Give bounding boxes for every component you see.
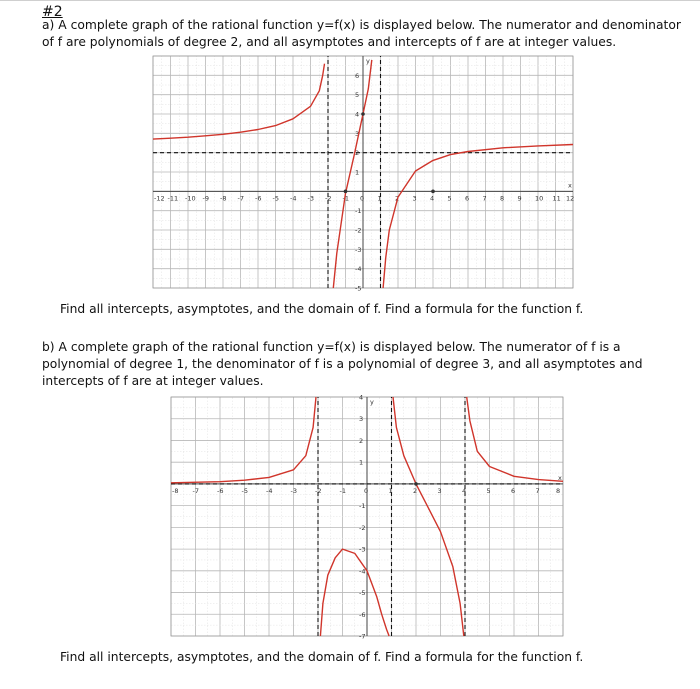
graph-b-y-tick-label: 3	[359, 415, 364, 424]
graph-a-x-tick-label: -4	[290, 194, 297, 203]
graph-a-x-tick-label: -9	[202, 194, 209, 203]
graph-b-x-tick-label: 1	[388, 486, 393, 495]
graph-a-x-tick-label: -8	[220, 194, 227, 203]
graph-a-x-tick-label: -7	[237, 194, 244, 203]
part-a-task: Find all intercepts, asymptotes, and the domain of f. Find a formula for the function f.	[60, 302, 584, 316]
graph-b-x-axis-label: x	[558, 473, 562, 482]
graph-b-y-tick-label: 4	[359, 394, 364, 402]
graph-a-y-tick-label: 3	[355, 129, 360, 138]
graph-a-y-tick-label: 1	[355, 168, 360, 177]
graph-b-y-tick-label: -6	[359, 610, 366, 619]
graph-a-x-tick-label: 1	[377, 194, 382, 203]
graph-a-x-tick-label: -11	[167, 194, 179, 203]
graph-a-x-tick-label: -2	[325, 194, 332, 203]
graph-a-x-tick-label: 4	[430, 194, 435, 203]
graph-a-y-tick-label: 2	[355, 149, 360, 158]
graph-a-x-tick-label: 6	[465, 194, 470, 203]
graph-a-y-tick-label: 6	[355, 71, 360, 80]
graph-b-curve-branch-1	[171, 397, 316, 483]
graph-b-y-tick-label: 2	[359, 436, 364, 445]
part-a-prompt: a) A complete graph of the rational function y=f(x) is displayed below. The numerator and denominator of f are polynomials of degree 2, and all asymptotes and intercepts of f are at integer values.	[42, 18, 681, 49]
graph-b-x-tick-label: 3	[437, 486, 442, 495]
part-b-graph	[168, 394, 566, 639]
part-b-prompt: b) A complete graph of the rational function y=f(x) is displayed below. The numerator of f is a polynomial of degree 1, the denominator of f is a polynomial of degree 3, and all asymptotes and intercepts of f are at integer values.	[42, 340, 643, 388]
graph-a-intercept-point	[344, 190, 348, 194]
graph-a-intercept-point	[431, 190, 435, 194]
part-a-graph	[150, 53, 576, 291]
graph-a-intercept-point	[361, 112, 365, 116]
graph-b-y-tick-label: 1	[359, 458, 364, 467]
page-top-rule	[0, 0, 700, 1]
graph-a-x-tick-label: 10	[535, 194, 544, 203]
graph-a-y-tick-label: -1	[355, 207, 362, 216]
graph-a-x-tick-label: 0	[360, 194, 365, 203]
graph-b-y-axis-label: y	[370, 398, 374, 406]
graph-b-x-tick-label: -3	[290, 486, 297, 495]
graph-a-x-axis-label: x	[568, 181, 572, 190]
graph-a-y-tick-label: -4	[355, 265, 362, 274]
graph-a-x-tick-label: -6	[255, 194, 262, 203]
graph-b-x-tick-label: 5	[486, 486, 491, 495]
graph-b-x-tick-label: 2	[413, 486, 418, 495]
graph-b-x-tick-label: 4	[462, 486, 467, 495]
graph-b-curve-branch-4	[467, 397, 563, 481]
graph-a-x-tick-label: -10	[185, 194, 196, 203]
graph-b-x-tick-label: -6	[217, 486, 224, 495]
graph-a-x-tick-label: 3	[412, 194, 417, 203]
graph-a-y-tick-label: 5	[355, 91, 360, 100]
graph-b-x-tick-label: -8	[172, 486, 179, 495]
graph-a-x-tick-label: -3	[307, 194, 314, 203]
graph-b-y-tick-label: -5	[359, 589, 366, 598]
graph-a-x-tick-label: 2	[395, 194, 400, 203]
graph-b-y-tick-label: -4	[359, 567, 366, 576]
graph-a-x-tick-label: 5	[447, 194, 452, 203]
graph-a-x-tick-label: 8	[500, 194, 505, 203]
graph-a-y-tick-label: -2	[355, 226, 362, 235]
graph-a-curve-branch-2	[333, 60, 372, 288]
graph-b-intercept-point	[414, 482, 418, 486]
graph-a-x-tick-label: -12	[154, 194, 165, 203]
graph-a-y-tick-label: 4	[355, 110, 360, 119]
problem-number: #2	[42, 4, 63, 20]
graph-a-y-axis-label: y	[366, 57, 370, 65]
graph-b-y-tick-label: -2	[359, 523, 366, 532]
graph-b-y-tick-label: -1	[359, 502, 366, 511]
graph-a-x-tick-label: 7	[482, 194, 487, 203]
graph-b-x-tick-label: -5	[241, 486, 248, 495]
graph-a-x-tick-label: -1	[342, 194, 349, 203]
graph-a-curve-branch-3	[383, 145, 573, 289]
graph-b-x-tick-label: 8	[556, 486, 561, 495]
graph-b-x-tick-label: -4	[266, 486, 273, 495]
graph-a-x-tick-label: 12	[566, 194, 575, 203]
graph-b-x-tick-label: -1	[339, 486, 346, 495]
graph-a-x-tick-label: -5	[272, 194, 279, 203]
graph-b-x-tick-label: -7	[192, 486, 199, 495]
graph-b-x-tick-label: 0	[364, 486, 369, 495]
graph-b-x-tick-label: 7	[535, 486, 540, 495]
graph-b-y-tick-label: -3	[359, 545, 366, 554]
graph-b-y-tick-label: -7	[359, 632, 366, 639]
graph-a-x-tick-label: 11	[552, 194, 561, 203]
graph-a-y-tick-label: -5	[355, 284, 362, 291]
graph-b-x-tick-label: -2	[315, 486, 322, 495]
graph-a-y-tick-label: -3	[355, 245, 362, 254]
part-b-task: Find all intercepts, asymptotes, and the domain of f. Find a formula for the function f.	[60, 650, 584, 664]
graph-b-x-tick-label: 6	[511, 486, 516, 495]
graph-a-x-tick-label: 9	[517, 194, 522, 203]
